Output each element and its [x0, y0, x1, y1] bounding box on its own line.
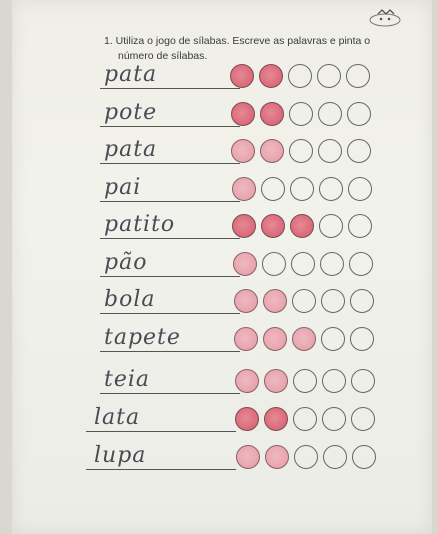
- syllable-circle-filled: [263, 289, 287, 313]
- syllable-circle-filled: [231, 102, 255, 126]
- syllable-circle-filled: [259, 64, 283, 88]
- syllable-circles: [231, 139, 371, 163]
- syllable-circle-filled: [263, 327, 287, 351]
- syllable-circle-empty: [294, 445, 318, 469]
- writing-line: [100, 351, 240, 352]
- syllable-circle-empty: [349, 252, 373, 276]
- syllable-circle-filled: [231, 139, 255, 163]
- syllable-circle-empty: [289, 102, 313, 126]
- syllable-circles: [235, 369, 375, 393]
- syllable-circle-empty: [351, 369, 375, 393]
- word-row: [12, 137, 432, 173]
- syllable-circle-filled: [234, 327, 258, 351]
- writing-line: [100, 88, 240, 89]
- word-row: [12, 443, 432, 479]
- syllable-circle-filled: [236, 445, 260, 469]
- syllable-circle-empty: [351, 407, 375, 431]
- syllable-circle-filled: [234, 289, 258, 313]
- syllable-circle-empty: [292, 289, 316, 313]
- syllable-circle-filled: [232, 177, 256, 201]
- syllable-circle-filled: [235, 369, 259, 393]
- syllable-circle-empty: [319, 214, 343, 238]
- handwritten-word: pão: [104, 249, 148, 275]
- handwritten-word: lata: [94, 404, 141, 430]
- publisher-logo-icon: [368, 6, 402, 28]
- syllable-circle-empty: [350, 327, 374, 351]
- handwritten-word: lupa: [94, 443, 147, 468]
- syllable-circle-empty: [318, 102, 342, 126]
- writing-line: [100, 313, 240, 314]
- syllable-circle-empty: [323, 445, 347, 469]
- syllable-circle-empty: [322, 407, 346, 431]
- word-row: [12, 367, 432, 403]
- syllable-circle-filled: [290, 214, 314, 238]
- handwritten-word: patito: [104, 212, 176, 237]
- syllable-circles: [236, 445, 376, 469]
- handwritten-word: pata: [104, 137, 158, 162]
- syllable-circle-empty: [317, 64, 341, 88]
- syllable-circle-empty: [293, 369, 317, 393]
- handwritten-word: bola: [104, 287, 156, 312]
- syllable-circle-empty: [288, 64, 312, 88]
- syllable-circle-filled: [292, 327, 316, 351]
- syllable-circle-empty: [347, 139, 371, 163]
- instruction-line-1: 1. Utiliza o jogo de sílabas. Escreve as palavras e pinta o: [104, 35, 371, 47]
- syllable-circle-empty: [261, 177, 285, 201]
- syllable-circles: [234, 289, 374, 313]
- syllable-circles: [234, 327, 374, 351]
- syllable-circle-empty: [348, 177, 372, 201]
- word-row: [12, 325, 432, 361]
- exercise-instructions: [104, 34, 424, 64]
- syllable-circle-filled: [265, 445, 289, 469]
- syllable-circle-empty: [321, 327, 345, 351]
- word-row: [12, 250, 432, 286]
- syllable-circles: [232, 214, 372, 238]
- syllable-circle-empty: [291, 252, 315, 276]
- handwritten-word: pote: [104, 99, 158, 125]
- writing-line: [100, 276, 240, 277]
- syllable-circle-empty: [289, 139, 313, 163]
- syllable-circle-empty: [318, 139, 342, 163]
- syllable-circle-filled: [230, 64, 254, 88]
- syllable-circles: [233, 252, 373, 276]
- writing-line: [100, 201, 240, 202]
- syllable-circle-empty: [320, 252, 344, 276]
- worksheet-page: [12, 0, 432, 534]
- writing-line: [100, 163, 240, 164]
- word-row: [12, 175, 432, 211]
- syllable-circle-filled: [235, 407, 259, 431]
- syllable-circles: [230, 64, 370, 88]
- syllable-circle-filled: [264, 407, 288, 431]
- word-row: [12, 212, 432, 248]
- word-row: [12, 100, 432, 136]
- syllable-circle-empty: [319, 177, 343, 201]
- writing-line: [86, 469, 236, 470]
- writing-line: [86, 431, 236, 432]
- syllable-circle-empty: [262, 252, 286, 276]
- syllable-circle-filled: [264, 369, 288, 393]
- syllable-circles: [235, 407, 375, 431]
- syllable-circle-empty: [347, 102, 371, 126]
- syllable-circle-empty: [350, 289, 374, 313]
- word-row: [12, 62, 432, 98]
- syllable-circle-filled: [260, 139, 284, 163]
- syllable-circle-filled: [260, 102, 284, 126]
- syllable-circle-empty: [293, 407, 317, 431]
- word-row: [12, 405, 432, 441]
- writing-line: [100, 126, 240, 127]
- handwritten-word: pai: [104, 174, 142, 200]
- writing-line: [100, 238, 240, 239]
- syllable-circles: [232, 177, 372, 201]
- instruction-line-2: número de sílabas.: [118, 50, 208, 62]
- syllable-circle-empty: [290, 177, 314, 201]
- syllable-circle-empty: [321, 289, 345, 313]
- syllable-circles: [231, 102, 371, 126]
- syllable-circle-filled: [261, 214, 285, 238]
- word-row: [12, 287, 432, 323]
- syllable-circle-empty: [322, 369, 346, 393]
- writing-line: [100, 393, 240, 394]
- syllable-circle-empty: [346, 64, 370, 88]
- syllable-circle-filled: [233, 252, 257, 276]
- handwritten-word: tapete: [104, 324, 181, 350]
- syllable-circle-empty: [352, 445, 376, 469]
- handwritten-word: pata: [104, 62, 158, 87]
- handwritten-word: teia: [104, 366, 151, 392]
- syllable-circle-empty: [348, 214, 372, 238]
- syllable-circle-filled: [232, 214, 256, 238]
